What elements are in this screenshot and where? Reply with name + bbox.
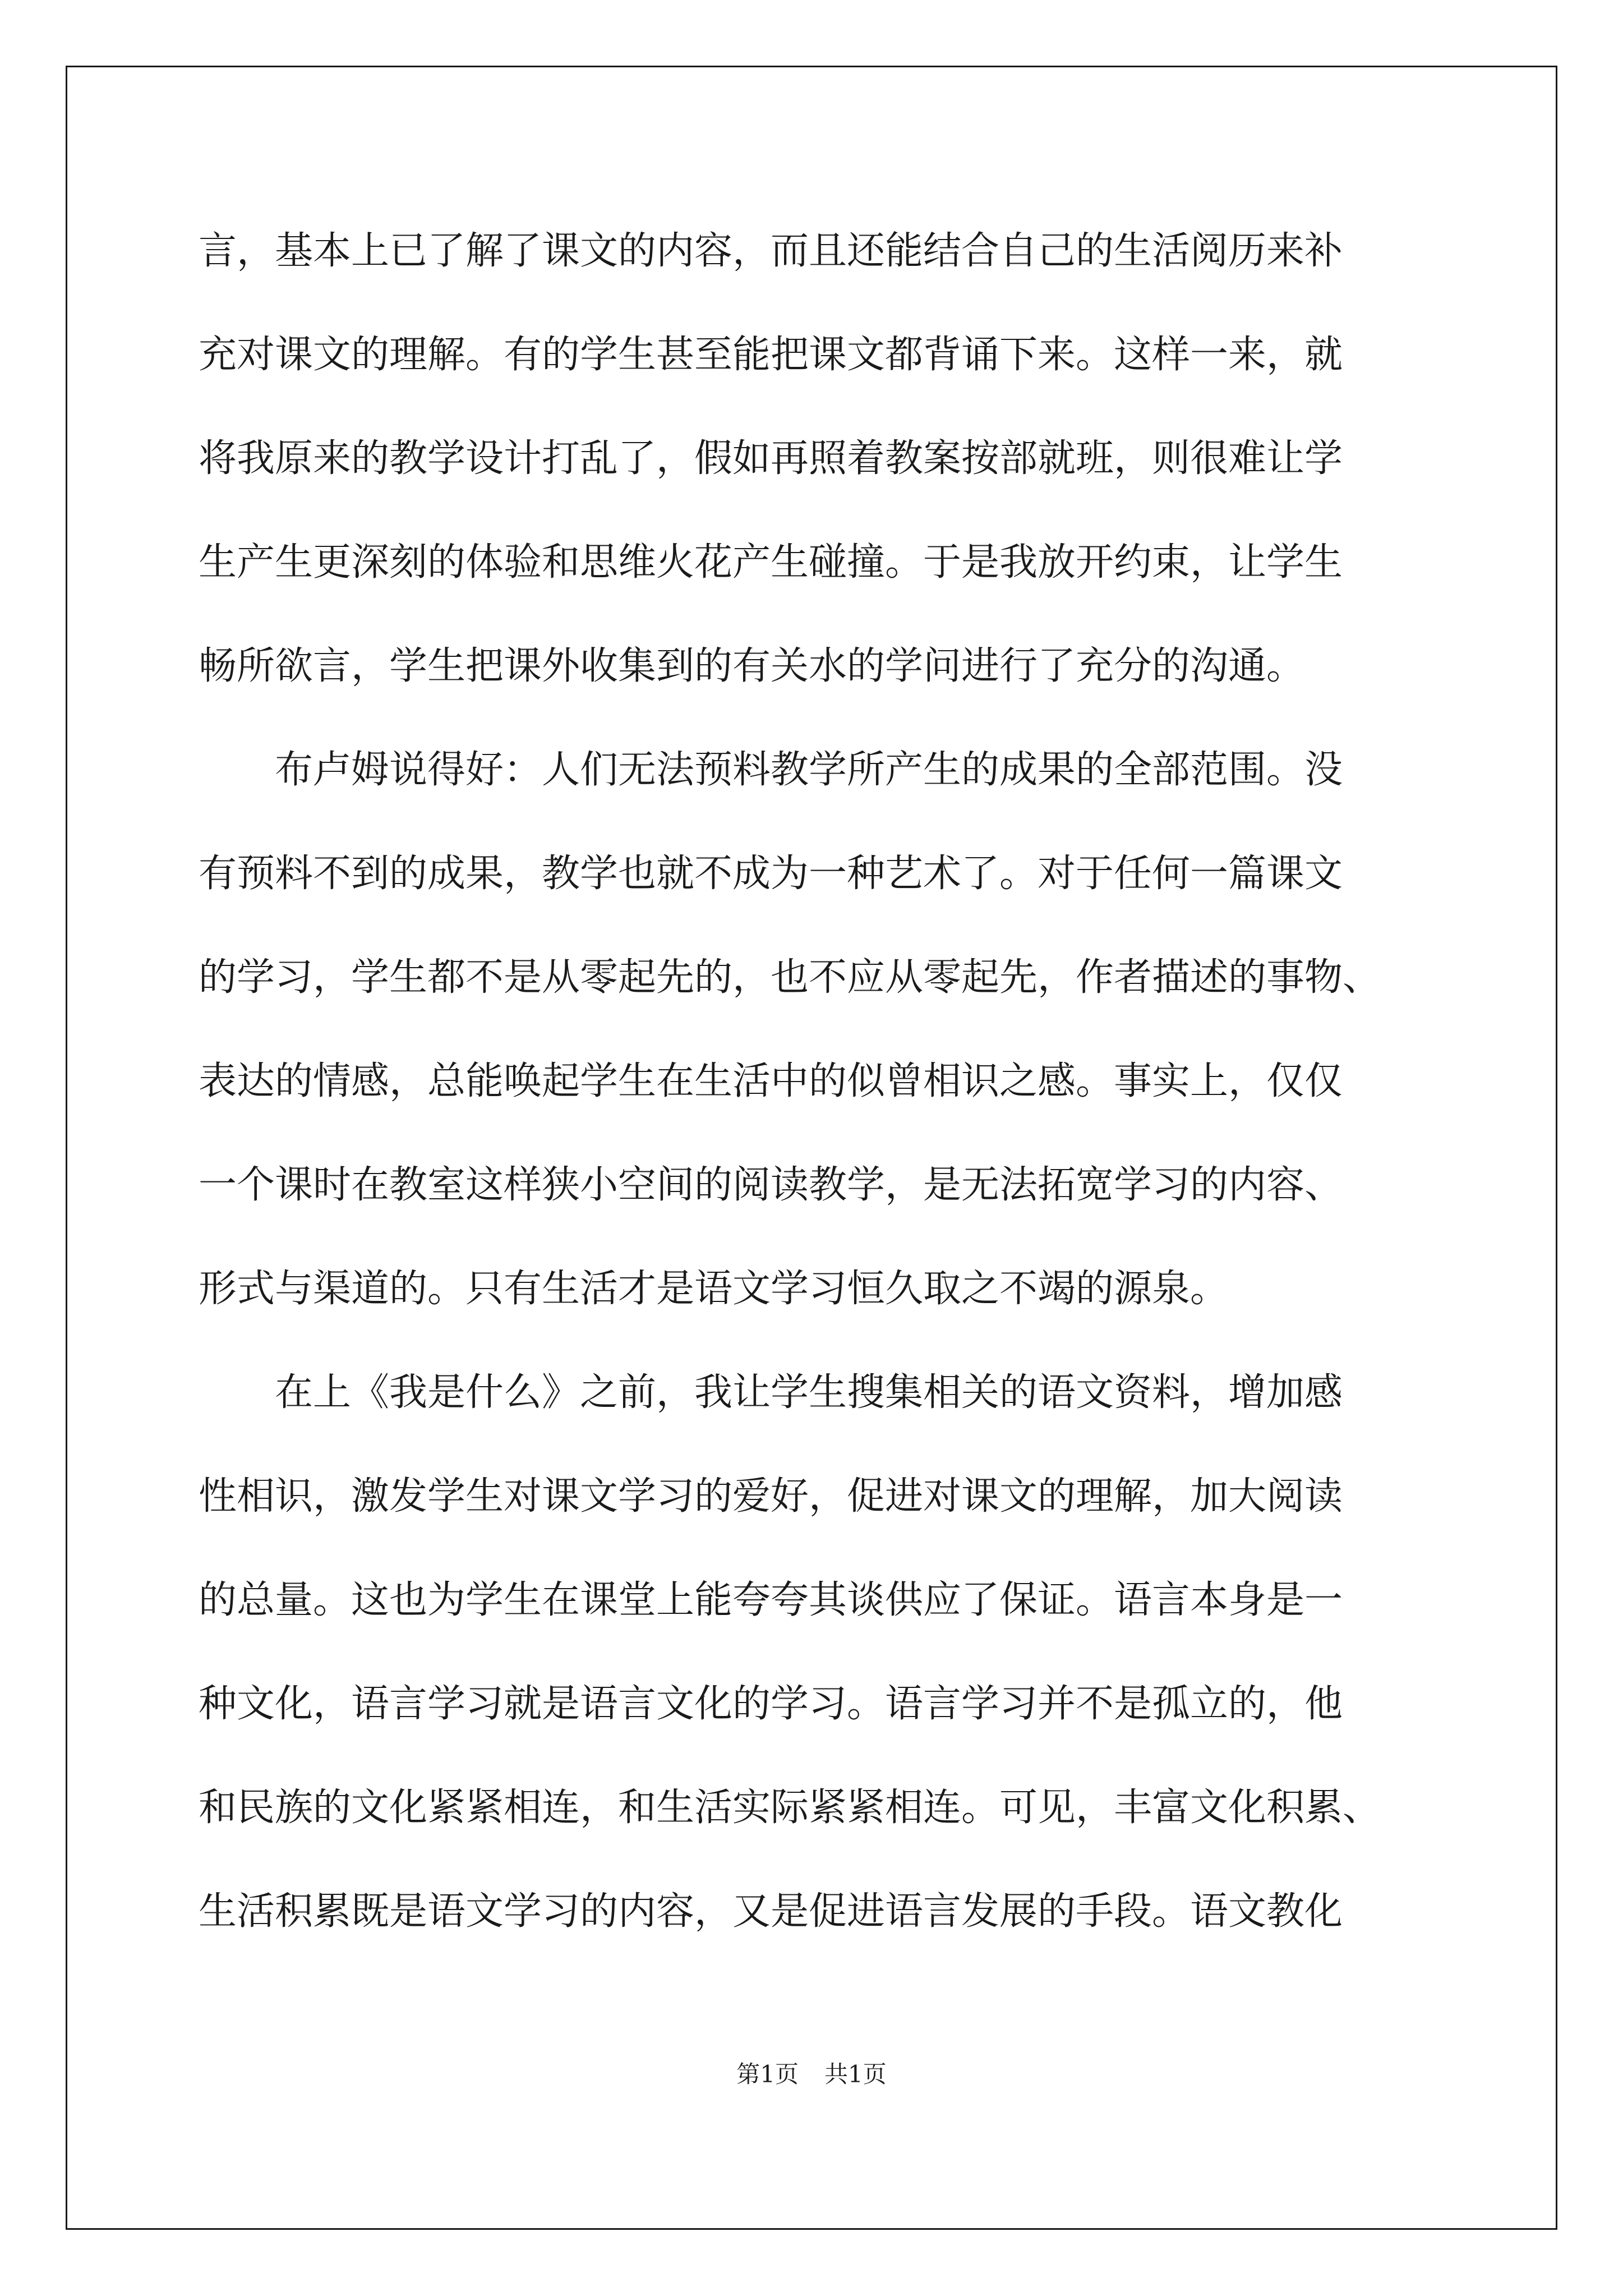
text-line: 种文化，语言学习就是语言文化的学习。语言学习并不是孤立的，他 (199, 1682, 1343, 1726)
text-line: 生产生更深刻的体验和思维火花产生碰撞。于是我放开约束，让学生 (199, 540, 1343, 585)
text-line: 充对课文的理解。有的学生甚至能把课文都背诵下来。这样一来，就 (199, 333, 1343, 377)
page-footer (0, 2058, 1623, 2091)
text-line: 性相识，激发学生对课文学习的爱好，促进对课文的理解，加大阅读 (199, 1474, 1343, 1519)
page-total: 共1页 (824, 2060, 887, 2088)
text-line: 有预料不到的成果，教学也就不成为一种艺术了。对于任何一篇课文 (199, 852, 1343, 896)
text-line: 言，基本上已了解了课文的内容，而且还能结合自己的生活阅历来补 (199, 229, 1343, 273)
page-number: 第1页 (736, 2060, 799, 2088)
text-line: 将我原来的教学设计打乱了，假如再照着教案按部就班，则很难让学 (199, 436, 1343, 481)
document-body (199, 199, 1430, 1963)
text-line: 形式与渠道的。只有生活才是语文学习恒久取之不竭的源泉。 (199, 1267, 1229, 1311)
text-line: 在上《我是什么》之前，我让学生搜集相关的语文资料，增加感 (275, 1370, 1343, 1415)
text-line: 的总量。这也为学生在课堂上能夸夸其谈供应了保证。语言本身是一 (199, 1578, 1343, 1622)
text-line: 的学习，学生都不是从零起先的，也不应从零起先，作者描述的事物、 (199, 955, 1381, 1000)
text-line: 表达的情感，总能唤起学生在生活中的似曾相识之感。事实上，仅仅 (199, 1059, 1343, 1103)
text-line: 畅所欲言，学生把课外收集到的有关水的学问进行了充分的沟通。 (199, 644, 1305, 688)
text-line: 生活积累既是语文学习的内容，又是促进语言发展的手段。语文教化 (199, 1889, 1343, 1934)
text-line: 和民族的文化紧紧相连，和生活实际紧紧相连。可见，丰富文化积累、 (199, 1786, 1381, 1830)
text-line: 一个课时在教室这样狭小空间的阅读教学，是无法拓宽学习的内容、 (199, 1163, 1343, 1207)
text-line: 布卢姆说得好：人们无法预料教学所产生的成果的全部范围。没 (275, 748, 1343, 792)
